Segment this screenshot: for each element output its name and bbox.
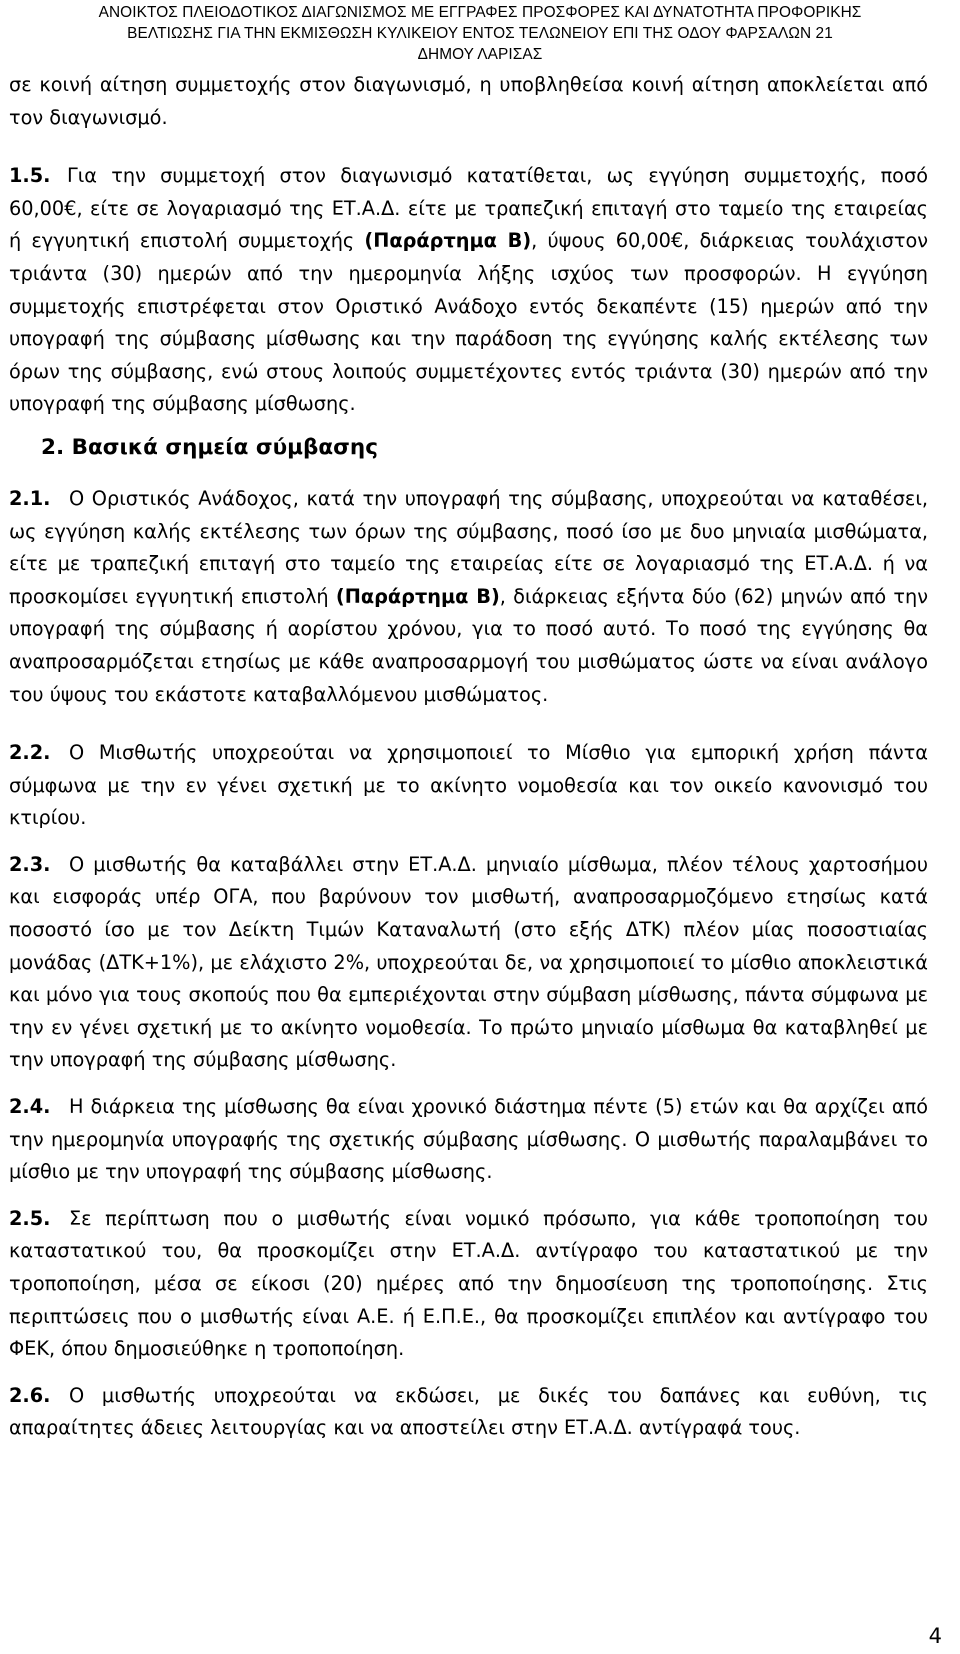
header-line-1: ΑΝΟΙΚΤΟΣ ΠΛΕΙΟΔΟΤΙΚΟΣ ΔΙΑΓΩΝΙΣΜΟΣ ΜΕ ΕΓΓΡΑΦΕΣ ΠΡΟΣΦΟΡΕΣ ΚΑΙ ΔΥΝΑΤΟΤΗΤΑ ΠΡΟΦΟΡΙΚΗΣ — [98, 4, 862, 21]
header-line-2: ΒΕΛΤΙΩΣΗΣ ΓΙΑ ΤΗΝ ΕΚΜΙΣΘΩΣΗ ΚΥΛΙΚΕΙΟΥ ΕΝΤΟΣ ΤΕΛΩΝΕΙΟΥ ΕΠΙ ΤΗΣ ΟΔΟΥ ΦΑΡΣΑΛΩΝ 21 — [127, 25, 833, 42]
paragraph-2-4: 2.4. Η διάρκεια της μίσθωσης θα είναι χρονικό διάστημα πέντε (5) ετών και θα αρχίζει από την ημερομηνία υπογραφής της σχετικής σύμβασης μίσθωσης. Ο μισθωτής παραλαμβάνει το μίσθιο με την υπογραφή της σύμβασης μίσθωσης. — [9, 1091, 928, 1189]
clause-number: 2.3. — [9, 852, 51, 876]
clause-number: 2.2. — [9, 741, 51, 765]
document-body — [9, 69, 928, 1445]
clause-number: 2.1. — [9, 486, 51, 510]
paragraph-2-6: 2.6. Ο μισθωτής υποχρεούται να εκδώσει, με δικές του δαπάνες και ευθύνη, τις απαραίτητες άδειες λειτουργίας και να αποστείλει στην ΕΤ.Α.Δ. αντίγραφά τους. — [9, 1380, 928, 1445]
annex-reference: (Παράρτημα Β) — [335, 584, 500, 608]
annex-reference: (Παράρτημα Β) — [364, 229, 532, 253]
paragraph-2-3: 2.3. Ο μισθωτής θα καταβάλλει στην ΕΤ.Α.Δ. μηνιαίο μίσθωμα, πλέον τέλους χαρτοσήμου και εισφοράς υπέρ ΟΓΑ, που βαρύνουν τον μισθωτή, αναπροσαρμοζόμενο ετησίως κατά ποσοστό ίσο με τον Δείκτη Τιμών Καταναλωτή (στο εξής ΔΤΚ) πλέον μίας ποσοστιαίας μονάδας (ΔΤΚ+1%), με ελάχιστο 2%, υποχρεούται δε, να χρησιμοποιεί το μίσθιο αποκλειστικά και μόνο για τους σκοπούς που θα εμπεριέχονται στην σύμβαση μίσθωσης, πάντα σύμφωνα με την εν γένει σχετική με το ακίνητο νομοθεσία. Το πρώτο μηνιαίο μίσθωμα θα καταβληθεί με την υπογραφή της σύμβασης μίσθωσης. — [9, 849, 928, 1077]
page-number: 4 — [928, 1624, 942, 1648]
clause-number: 1.5. — [9, 164, 51, 188]
clause-number: 2.5. — [9, 1206, 51, 1230]
paragraph-2-5: 2.5. Σε περίπτωση που ο μισθωτής είναι νομικό πρόσωπο, για κάθε τροποποίηση του καταστατικού του, θα προσκομίζει στην ΕΤ.Α.Δ. αντίγραφο του καταστατικού με την τροποποίηση, μέσα σε είκοσι (20) ημέρες από την δημοσίευση της τροποποίησης. Στις περιπτώσεις που ο μισθωτής είναι Α.Ε. ή Ε.Π.Ε., θα προσκομίζει επιπλέον και αντίγραφο του ΦΕΚ, όπου δημοσιεύθηκε η τροποποίηση. — [9, 1203, 928, 1366]
document-header — [0, 2, 960, 65]
clause-number: 2.6. — [9, 1383, 51, 1407]
paragraph-1-5: 1.5. Για την συμμετοχή στον διαγωνισμό κατατίθεται, ως εγγύηση συμμετοχής, ποσό 60,00€, είτε σε λογαριασμό της ΕΤ.Α.Δ. είτε με τραπεζική επιταγή στο ταμείο της εταιρείας ή εγγυητική επιστολή συμμετοχής (Παράρτημα Β), ύψους 60,00€, διάρκειας τουλάχιστον τριάντα (30) ημερών από την ημερομηνία λήξης ισχύος των προσφορών. Η εγγύηση συμμετοχής επιστρέφεται στον Οριστικό Ανάδοχο εντός δεκαπέντε (15) ημερών από την υπογραφή της σύμβασης μίσθωσης και την παράδοση της εγγύησης καλής εκτέλεσης των όρων της σύμβασης, ενώ στους λοιπούς συμμετέχοντες εντός τριάντα (30) ημερών από την υπογραφή της σύμβασης μίσθωσης. — [9, 160, 928, 421]
intro-paragraph: σε κοινή αίτηση συμμετοχής στον διαγωνισμό, η υποβληθείσα κοινή αίτηση αποκλείεται από τον διαγωνισμό. — [9, 73, 928, 129]
paragraph-2-2: 2.2. Ο Μισθωτής υποχρεούται να χρησιμοποιεί το Μίσθιο για εμπορική χρήση πάντα σύμφωνα με την εν γένει σχετική με το ακίνητο νομοθεσία και τον οικείο κανονισμό του κτιρίου. — [9, 737, 928, 835]
paragraph-2-1: 2.1. Ο Οριστικός Ανάδοχος, κατά την υπογραφή της σύμβασης, υποχρεούται να καταθέσει, ως εγγύηση καλής εκτέλεσης των όρων της σύμβασης, ποσό ίσο με δυο μηνιαία μισθώματα, είτε με τραπεζική επιταγή στο ταμείο της εταιρείας είτε σε λογαριασμό της ΕΤ.Α.Δ. ή να προσκομίσει εγγυητική επιστολή (Παράρτημα Β), διάρκειας εξήντα δύο (62) μηνών από την υπογραφή της σύμβασης ή αορίστου χρόνου, για το ποσό αυτό. Το ποσό της εγγύησης θα αναπροσαρμόζεται ετησίως με κάθε αναπροσαρμογή του μισθώματος ώστε να είναι ανάλογο του ύψους του εκάστοτε καταβαλλόμενου μισθώματος. — [9, 483, 928, 711]
header-line-3: ΔΗΜΟΥ ΛΑΡΙΣΑΣ — [417, 46, 543, 63]
section-heading: 2. Βασικά σημεία σύμβασης — [41, 434, 378, 460]
clause-number: 2.4. — [9, 1095, 51, 1119]
